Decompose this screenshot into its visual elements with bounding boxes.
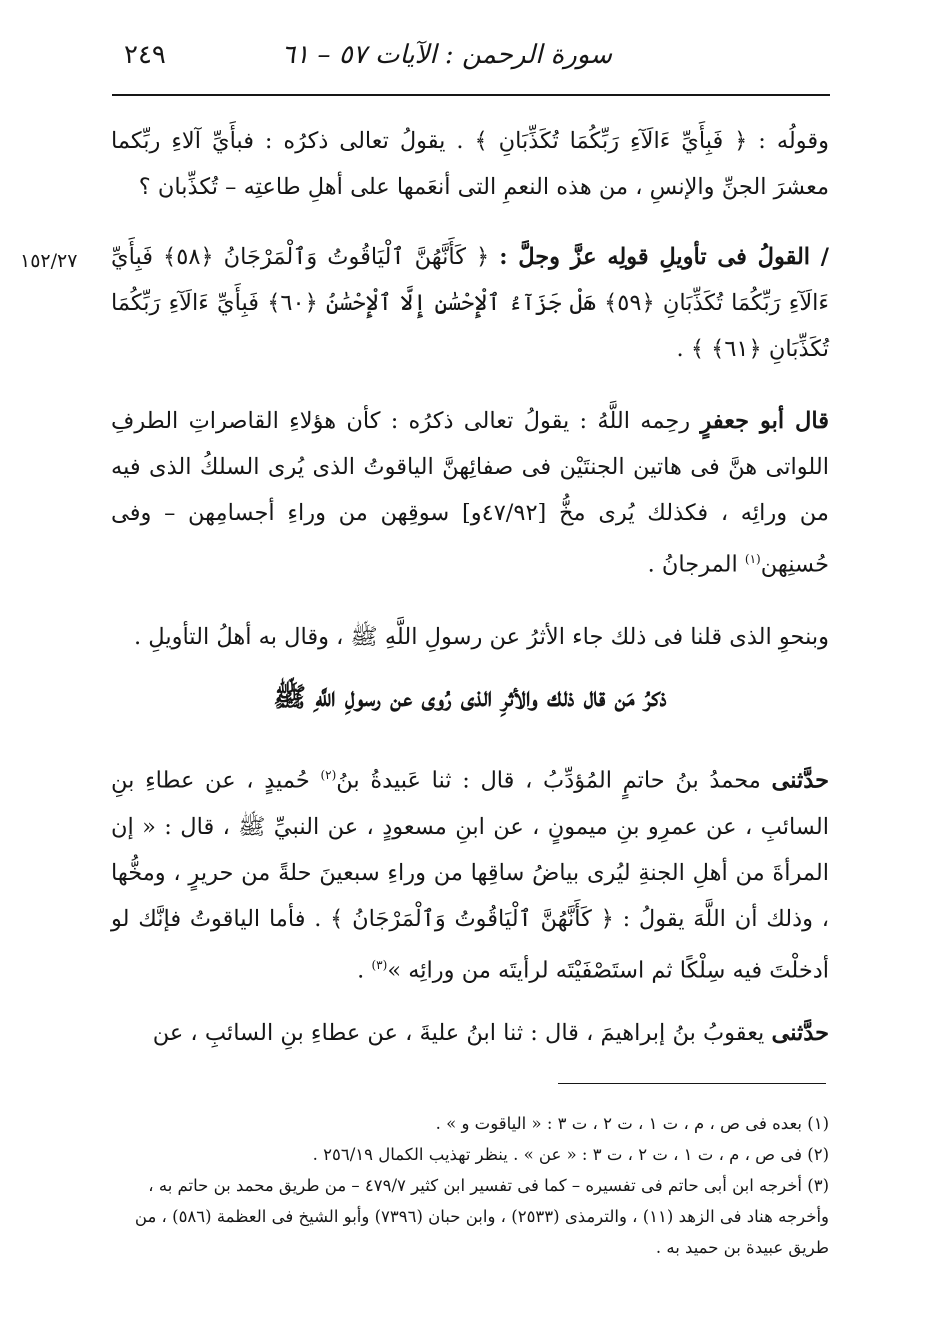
paragraph-3-end: المرجانُ .: [647, 551, 738, 578]
paragraph-5-end: .: [357, 957, 365, 983]
quran-verses: ﴿ كَأَنَّهُنَّ ٱلْيَاقُوتُ وَٱلْمَرْجَانُ ﴿٥٨﴾ فَبِأَيِّ ءَالَآءِ رَبِّكُمَا تُكَذِّبَانِ ﴿٥٩﴾ هَلْ جَزَآءُ ٱلْإِحْسَٰنِ إِلَّا ٱلْإِحْسَٰنُ ﴿٦٠﴾ فَبِأَيِّ ءَالَآءِ رَبِّكُمَا تُكَذِّبَانِ ﴿٦١﴾ ﴾ .: [111, 244, 829, 362]
footnote-2: (٢) فى ص ، م ، ت ١ ، ت ٢ ، ت ٣ : « عن » . ينظر تهذيب الكمال ٢٥٦/١٩ .: [312, 1145, 829, 1164]
header-rule: [112, 94, 830, 96]
footnotes: [111, 1108, 829, 1263]
footnote-marker-1: (١): [744, 552, 761, 566]
paragraph-4-text: وبنحوِ الذى قلنا فى ذلك جاء الأثرُ عن رسولِ اللَّهِ ﷺ ، وقال به أهلُ التأويلِ .: [133, 624, 829, 650]
paragraph-3-text: رحِمه اللَّهُ : يقولُ تعالى ذكرُه : كأن هؤلاءِ القاصراتِ الطرفِ اللواتى هنَّ فى هاتين الجنتَيْن فى صفائِهنَّ الياقوتُ الذى يُرى السلكُ الذى فيه من ورائِه ، فكذلك يُرى مخُّ [٤٧/٩٢و] سوقِهن من وراءِ أجسامِهن – وفى حُسنِهن: [111, 408, 829, 578]
section-heading: ذكرُ مَن قال ذلك والأثرِ الذى رُوى عن رسولِ اللَّهِ ﷺ: [273, 682, 667, 713]
running-title: سورة الرحمن : الآيات ٥٧ – ٦١: [281, 40, 612, 70]
paragraph-5: [111, 752, 829, 993]
section-title-inline: / القولُ فى تأويلِ قولِه عزَّ وجلَّ :: [499, 244, 829, 270]
footnote-rule: [558, 1083, 826, 1084]
paragraph-5-text-b: حُميدٍ ، عن عطاءِ بنِ السائبِ ، عن عمرِو بنِ ميمونٍ ، عن ابنِ مسعودٍ ، عن النبيِّ ﷺ ، قال : « إن المرأةَ من أهلِ الجنةِ ليُرى بياضُ ساقِها من وراءِ سبعينَ حلةً من حريرٍ ، ومخُّها ، وذلك أن اللَّهَ يقولُ : ﴿ كَأَنَّهُنَّ ٱلْيَاقُوتُ وَٱلْمَرْجَانُ ﴾ . فأما الياقوتُ فإنَّك لو أدخلْتَ فيه سِلْكًا ثم استَصْفَيْتَه لرأيتَه من ورائِه »: [111, 767, 829, 983]
page-header: [110, 36, 830, 86]
footnote-1: (١) بعده فى ص ، م ، ت ١ ، ت ٢ ، ت ٣ : « الياقوت و » .: [435, 1114, 829, 1133]
paragraph-3: [111, 398, 829, 588]
hadith-lead: حدَّثنى: [771, 767, 830, 794]
footnote-marker-2: (٢): [320, 768, 337, 782]
paragraph-6: [111, 1010, 829, 1056]
paragraph-1: [111, 118, 829, 210]
paragraph-1-text: وقولُه : ﴿ فَبِأَيِّ ءَالَآءِ رَبِّكُمَا تُكَذِّبَانِ ﴾ . يقولُ تعالى ذكرُه : فبأَيِّ آلاءِ ربِّكما معشرَ الجنِّ والإنسِ ، من هذه النعمِ التى أنعَمها على أهلِ طاعتِه – تُكذِّبان ؟: [111, 128, 829, 200]
author-lead: قال أبو جعفرٍ: [700, 408, 829, 434]
footnote-3: (٣) أخرجه ابن أبى حاتم فى تفسيره – كما فى تفسير ابن كثير ٤٧٩/٧ – من طريق محمد بن حاتم به ، وأخرجه هناد فى الزهد (١١) ، والترمذى (٢٥٣٣) ، وابن حبان (٧٣٩٦) وأبو الشيخ فى العظمة (٥٨٦) ، من طريق عبيدة بن حميد به .: [134, 1176, 829, 1257]
paragraph-6-text: يعقوبُ بنُ إبراهيمَ ، قال : ثنا ابنُ عليةَ ، عن عطاءِ بنِ السائبِ ، عن: [152, 1020, 765, 1046]
margin-reference: ١٥٢/٢٧: [20, 250, 78, 272]
page-number: ٢٤٩: [124, 40, 166, 70]
paragraph-5-text-a: محمدُ بنُ حاتمٍ المُؤدِّبُ ، قال : ثنا عَبيدةُ بنُ: [336, 767, 761, 794]
paragraph-2: [111, 234, 829, 372]
paragraph-4: [111, 614, 829, 660]
hadith-lead-2: حدَّثنى: [771, 1020, 829, 1046]
footnote-marker-3: (٣): [371, 957, 388, 972]
